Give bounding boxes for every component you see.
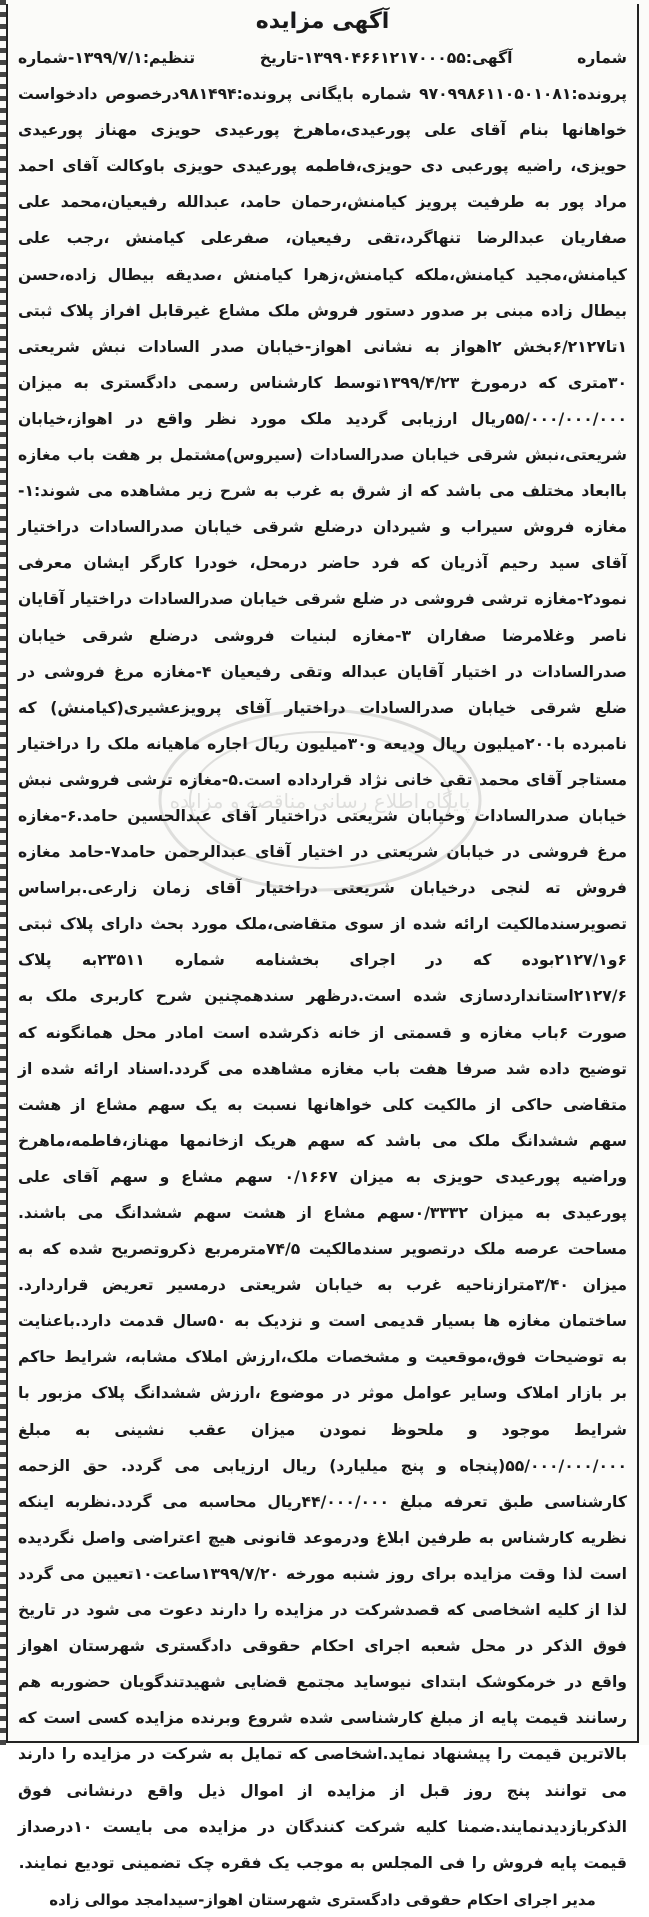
notice-signature: مدیر اجرای احکام حقوقی دادگستری شهرستان اهواز-سیدامجد موالی زاده xyxy=(49,1890,596,1909)
notice-body: پرونده:۹۷۰۹۹۸۶۱۱۰۵۰۱۰۸۱ شماره بایگانی پرونده:۹۸۱۴۹۴درخصوص دادخواست خواهانها بنام آقای علی پورعیدی،ماهرخ پورعیدی حویزی مهناز پورعیدی حویزی، راضیه پورعبی دی حویزی،فاطمه پورعیدی حویزی باوکالت آقای احمد مراد پور به طرفیت پرویز کیامنش،رحمان حامد، عبدالله رفیعیان،محمد علی صفاریان عبدالرضا تنهاگرد،تقی رفیعیان، صفرعلی کیامنش ،رجب علی کیامنش،مجید کیامنش،ملکه کیامنش،زهرا کیامنش ،صدیقه بیطال زاده،حسن بیطال زاده مبنی بر صدور دستور فروش ملک مشاع غیرقابل افراز پلاک ثبتی ۱تا۶/۲۱۲۷بخش ۲اهواز به نشانی اهواز-خیابان صدر السادات نبش شریعتی ۳۰متری که درمورخ ۱۳۹۹/۴/۲۳توسط کارشناس رسمی دادگستری به میزان ۵۵/۰۰۰/۰۰۰/۰۰۰ریال ارزیابی گردید ملک مورد نظر واقع در اهواز،خیابان شریعتی،نبش شرقی خیابان صدرالسادات (سیروس)مشتمل بر هفت باب مغازه باابعاد مختلف می باشد که از شرق به غرب به شرح زیر مشاهده می شوند:۱-مغازه فروش سیراب و شیردان درضلع شرقی خیابان صدرالسادات دراختیار آقای سید رحیم آذریان که فرد حاضر درمحل، خودرا کارگر ایشان معرفی نمود۲-مغازه ترشی فروشی در ضلع شرقی خیابان صدرالسادات دراختیار آقایان ناصر وغلامرضا صفاران ۳-مغازه لبنیات فروشی درضلع شرقی خیابان صدرالسادات در اختیار آقایان عبداله وتقی رفیعیان ۴-مغازه مرغ فروشی در ضلع شرقی خیابان صدرالسادات دراختیار آقای پرویزعشیری(کیامنش) که نامبرده با۲۰۰میلیون ریال ودیعه و۳۰میلیون ریال اجاره ماهیانه ملک را دراختیار مستاجر آقای محمد تقی خانی نژاد قرارداده است.۵-مغازه ترشی فروشی نبش خیابان صدرالسادات وخیابان شریعتی دراختیار آقای عبدالحسین حامد.۶-مغازه مرغ فروشی در خیابان شریعتی در اختیار آقای عبدالرحمن حامد۷-حامد مغازه فروش ته لنجی درخیابان شریعتی دراختیار آقای زمان زارعی.براساس تصویرسندمالکیت ارائه شده از سوی متقاضی،ملک مورد بحث دارای پلاک ثبتی ۶و۲۱۲۷/۱بوده که در اجرای بخشنامه شماره ۲۳۵۱۱به پلاک ۲۱۲۷/۶استانداردسازی شده است.درظهر سندهمچنین شرح کاربری ملک به صورت ۶باب مغازه و قسمتی از خانه ذکرشده است امادر محل همانگونه که توضیح داده شد صرفا هفت باب مغازه مشاهده می گردد.اسناد ارائه شده از متقاضی حاکی از مالکیت کلی خواهانها نسبت به یک سهم مشاع از هشت سهم ششدانگ ملک می باشد که سهم هریک ازخانمها مهناز،فاطمه،ماهرخ وراضیه پورعیدی حویزی به میزان ۰/۱۶۶۷ سهم مشاع و سهم آقای علی پورعیدی به میزان ۰/۳۳۳۲سهم مشاع از هشت سهم ششدانگ می باشند. مساحت عرصه ملک درتصویر سندمالکیت ۷۴/۵مترمربع ذکروتصریح شده که به میزان ۳/۴۰مترازناحیه غرب به خیابان شریعتی درمسیر تعریض قراردارد. ساختمان مغازه ها بسیار قدیمی است و نزدیک به ۵۰سال قدمت دارد.باعنایت به توضیحات فوق،موقعیت و مشخصات ملک،ارزش املاک مشابه، شرایط حاکم بر بازار املاک وسایر عوامل موثر در موضوع ،ارزش ششدانگ پلاک مزبور با شرایط موجود و ملحوظ نمودن میزان عقب نشینی به مبلغ ۵۵/۰۰۰/۰۰۰/۰۰۰(پنجاه و پنج میلیارد) ریال ارزیابی می گردد. حق الزحمه کارشناسی طبق تعرفه مبلغ ۴۴/۰۰۰/۰۰۰ریال محاسبه می گردد.نظربه اینکه نظریه کارشناس به طرفین ابلاغ ودرموعد قانونی هیچ اعتراضی واصل نگردیده است لذا وقت مزایده برای روز شنبه مورخه ۱۳۹۹/۷/۲۰ساعت۱۰تعیین می گردد لذا از کلیه اشخاصی که قصدشرکت در مزایده را دارند دعوت می شود در تاریخ فوق الذکر در محل شعبه اجرای احکام حقوقی دادگستری شهرستان اهواز واقع در خرمکوشک ابتدای نیوساید مجتمع قضایی شهیدتندگویان حضوربه هم رسانند قیمت پایه از مبلغ کارشناسی شده شروع وبرنده مزایده کسی است که بالاترین قیمت را پیشنهاد نماید.اشخاصی که تمایل به شرکت در مزایده را دارند می توانند پنج روز قبل از مزایده از اموال ذیل واقع درنشانی فوق الذکربازدیدنمایند.ضمنا کلیه شرکت کنندگان در مزایده می بایست ۱۰درصداز قیمت پایه فروش را فی المجلس به موجب یک فقره چک تضمینی تودیع نمایند. xyxy=(18,85,628,1872)
notice-title: آگهی مزایده xyxy=(255,9,390,34)
left-border xyxy=(6,4,8,1741)
notice-meta: شماره آگهی:۱۳۹۹۰۴۶۶۱۲۱۷۰۰۰۵۵-تاریخ تنظیم:۱۳۹۹/۷/۱-شماره xyxy=(18,49,627,67)
notice-content xyxy=(18,6,628,1909)
svg-text:پایگاه اطلاع رسانی مناقصه و مز: پایگاه اطلاع رسانی مناقصه و مزایده xyxy=(169,789,471,813)
right-border xyxy=(637,4,639,1741)
